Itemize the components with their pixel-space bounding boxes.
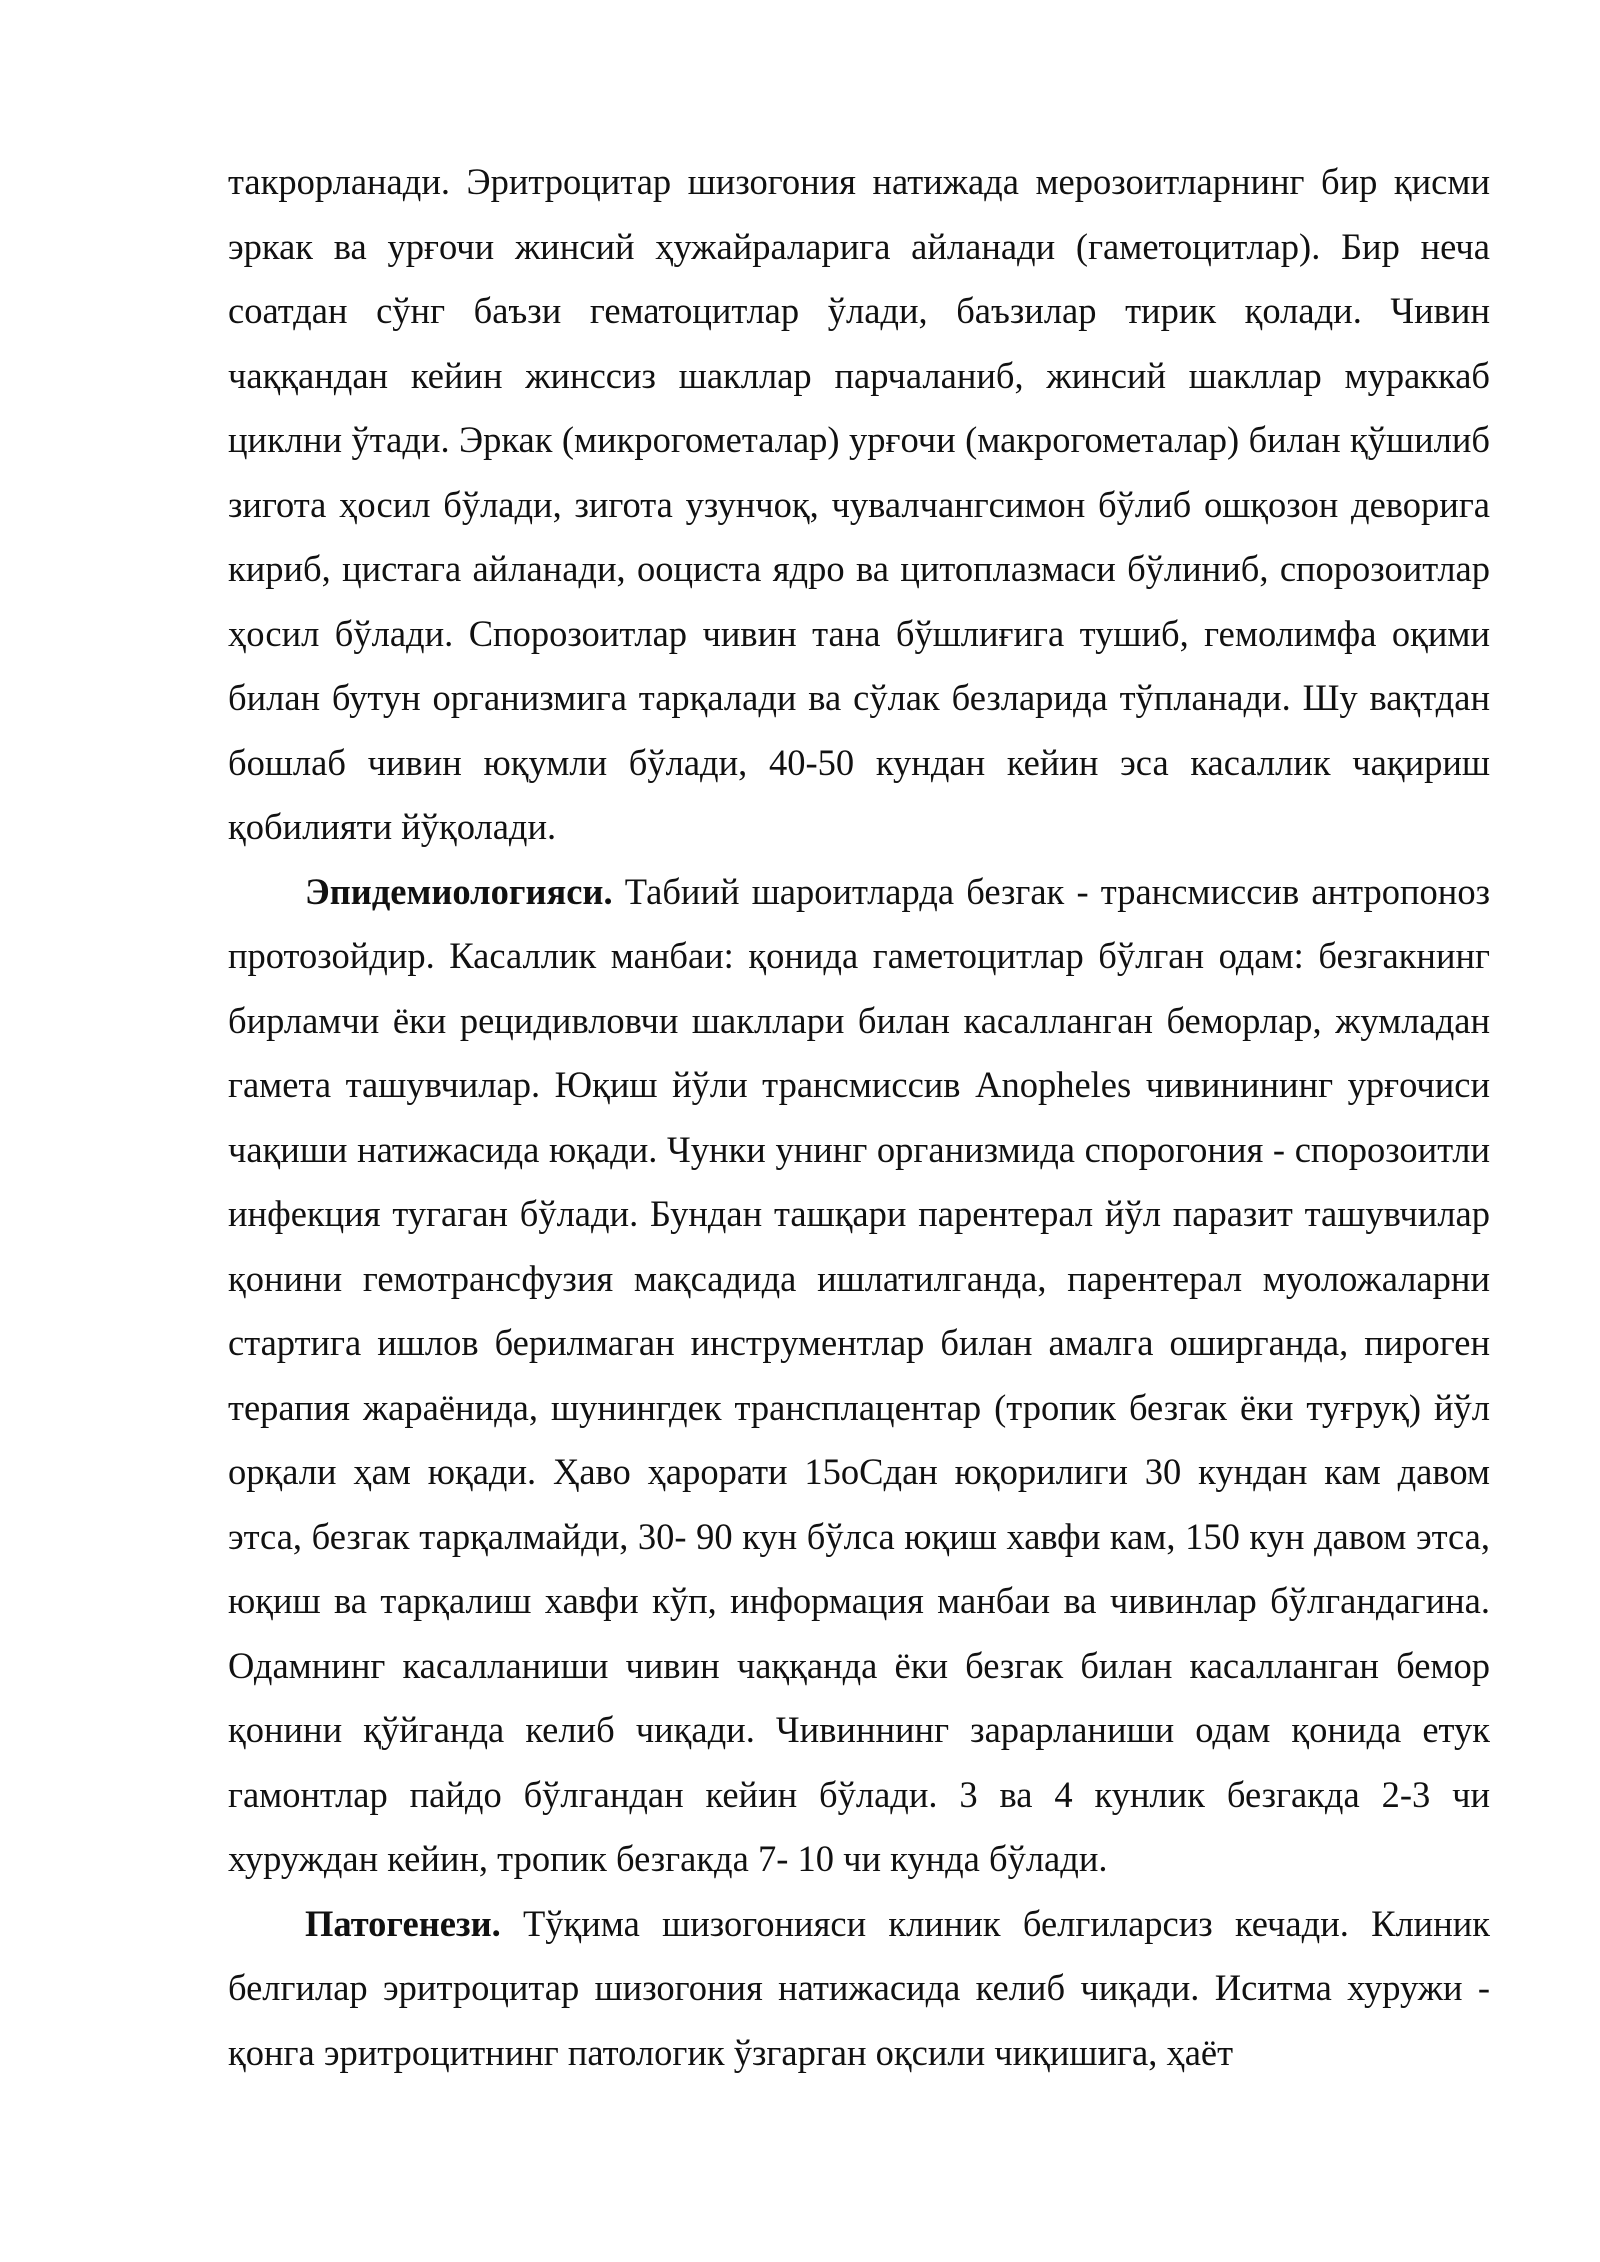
paragraph-epidemiology — [228, 860, 1490, 1892]
paragraph-text: Тўқима шизогонияси клиник белгиларсиз кечади. Клиник белгилар эритроцитар шизогония натижасида келиб чиқади. Иситма хуружи - қонга эритроцитнинг патологик ўзгарган оқсили чиқишига, ҳаёт — [228, 1902, 1490, 2073]
section-heading-epidemiology: Эпидемиологияси. — [305, 870, 613, 912]
paragraph-text: такрорланади. Эритроцитар шизогония натижада мерозоитларнинг бир қисми эркак ва урғочи жинсий ҳужайраларига айланади (гаметоцитлар). Бир неча соатдан сўнг баъзи гематоцитлар ўлади, баъзилар тирик қолади. Чивин чаққандан кейин жинссиз шакллар парчаланиб, жинсий шакллар мураккаб циклни ўтади. Эркак (микрогометалар) урғочи (макрогометалар) билан қўшилиб зигота ҳосил бўлади, зигота узунчоқ, чувалчангсимон бўлиб ошқозон деворига кириб, цистага айланади, ооциста ядро ва цитоплазмаси бўлиниб, спорозоитлар ҳосил бўлади. Спорозоитлар чивин тана бўшлиғига тушиб, гемолимфа оқими билан бутун организмига тарқалади ва сўлак безларида тўпланади. Шу вақтдан бошлаб чивин юқумли бўлади, 40-50 кундан кейин эса касаллик чақириш қобилияти йўқолади. — [228, 161, 1490, 847]
paragraph-schizogony — [228, 150, 1490, 860]
paragraph-text: Табиий шароитларда безгак - трансмиссив антропоноз протозойдир. Касаллик манбаи: қонида гаметоцитлар бўлган одам: безгакнинг бирламчи ёки рецидивловчи шакллари билан касалланган беморлар, жумладан гамета ташувчилар. Юқиш йўли трансмиссив Anopheles чивинининг урғочиси чақиши натижасида юқади. Чунки унинг организмида спорогония - спорозоитли инфекция тугаган бўлади. Бундан ташқари парентерал йўл паразит ташувчилар қонини гемотрансфузия мақсадида ишлатилганда, парентерал муоложаларни стартига ишлов берилмаган инструментлар билан амалга оширганда, пироген терапия жараёнида, шунингдек трансплацентар (тропик безгак ёки туғруқ) йўл орқали ҳам юқади. Ҳаво ҳарорати 15оСдан юқорилиги 30 кундан кам давом этса, безгак тарқалмайди, 30- 90 кун бўлса юқиш хавфи кам, 150 кун давом этса, юқиш ва тарқалиш хавфи кўп, информация манбаи ва чивинлар бўлгандагина. Одамнинг касалланиши чивин чаққанда ёки безгак билан касалланган бемор қонини қўйганда келиб чиқади. Чивиннинг зарарланиши одам қонида етук гамонтлар пайдо бўлгандан кейин бўлади. 3 ва 4 кунлик безгакда 2-3 чи хуруждан кейин, тропик безгакда 7- 10 чи кунда бўлади. — [228, 870, 1490, 1879]
section-heading-pathogenesis: Патогенези. — [305, 1902, 501, 1944]
paragraph-pathogenesis — [228, 1892, 1490, 2086]
document-body — [228, 150, 1490, 2085]
